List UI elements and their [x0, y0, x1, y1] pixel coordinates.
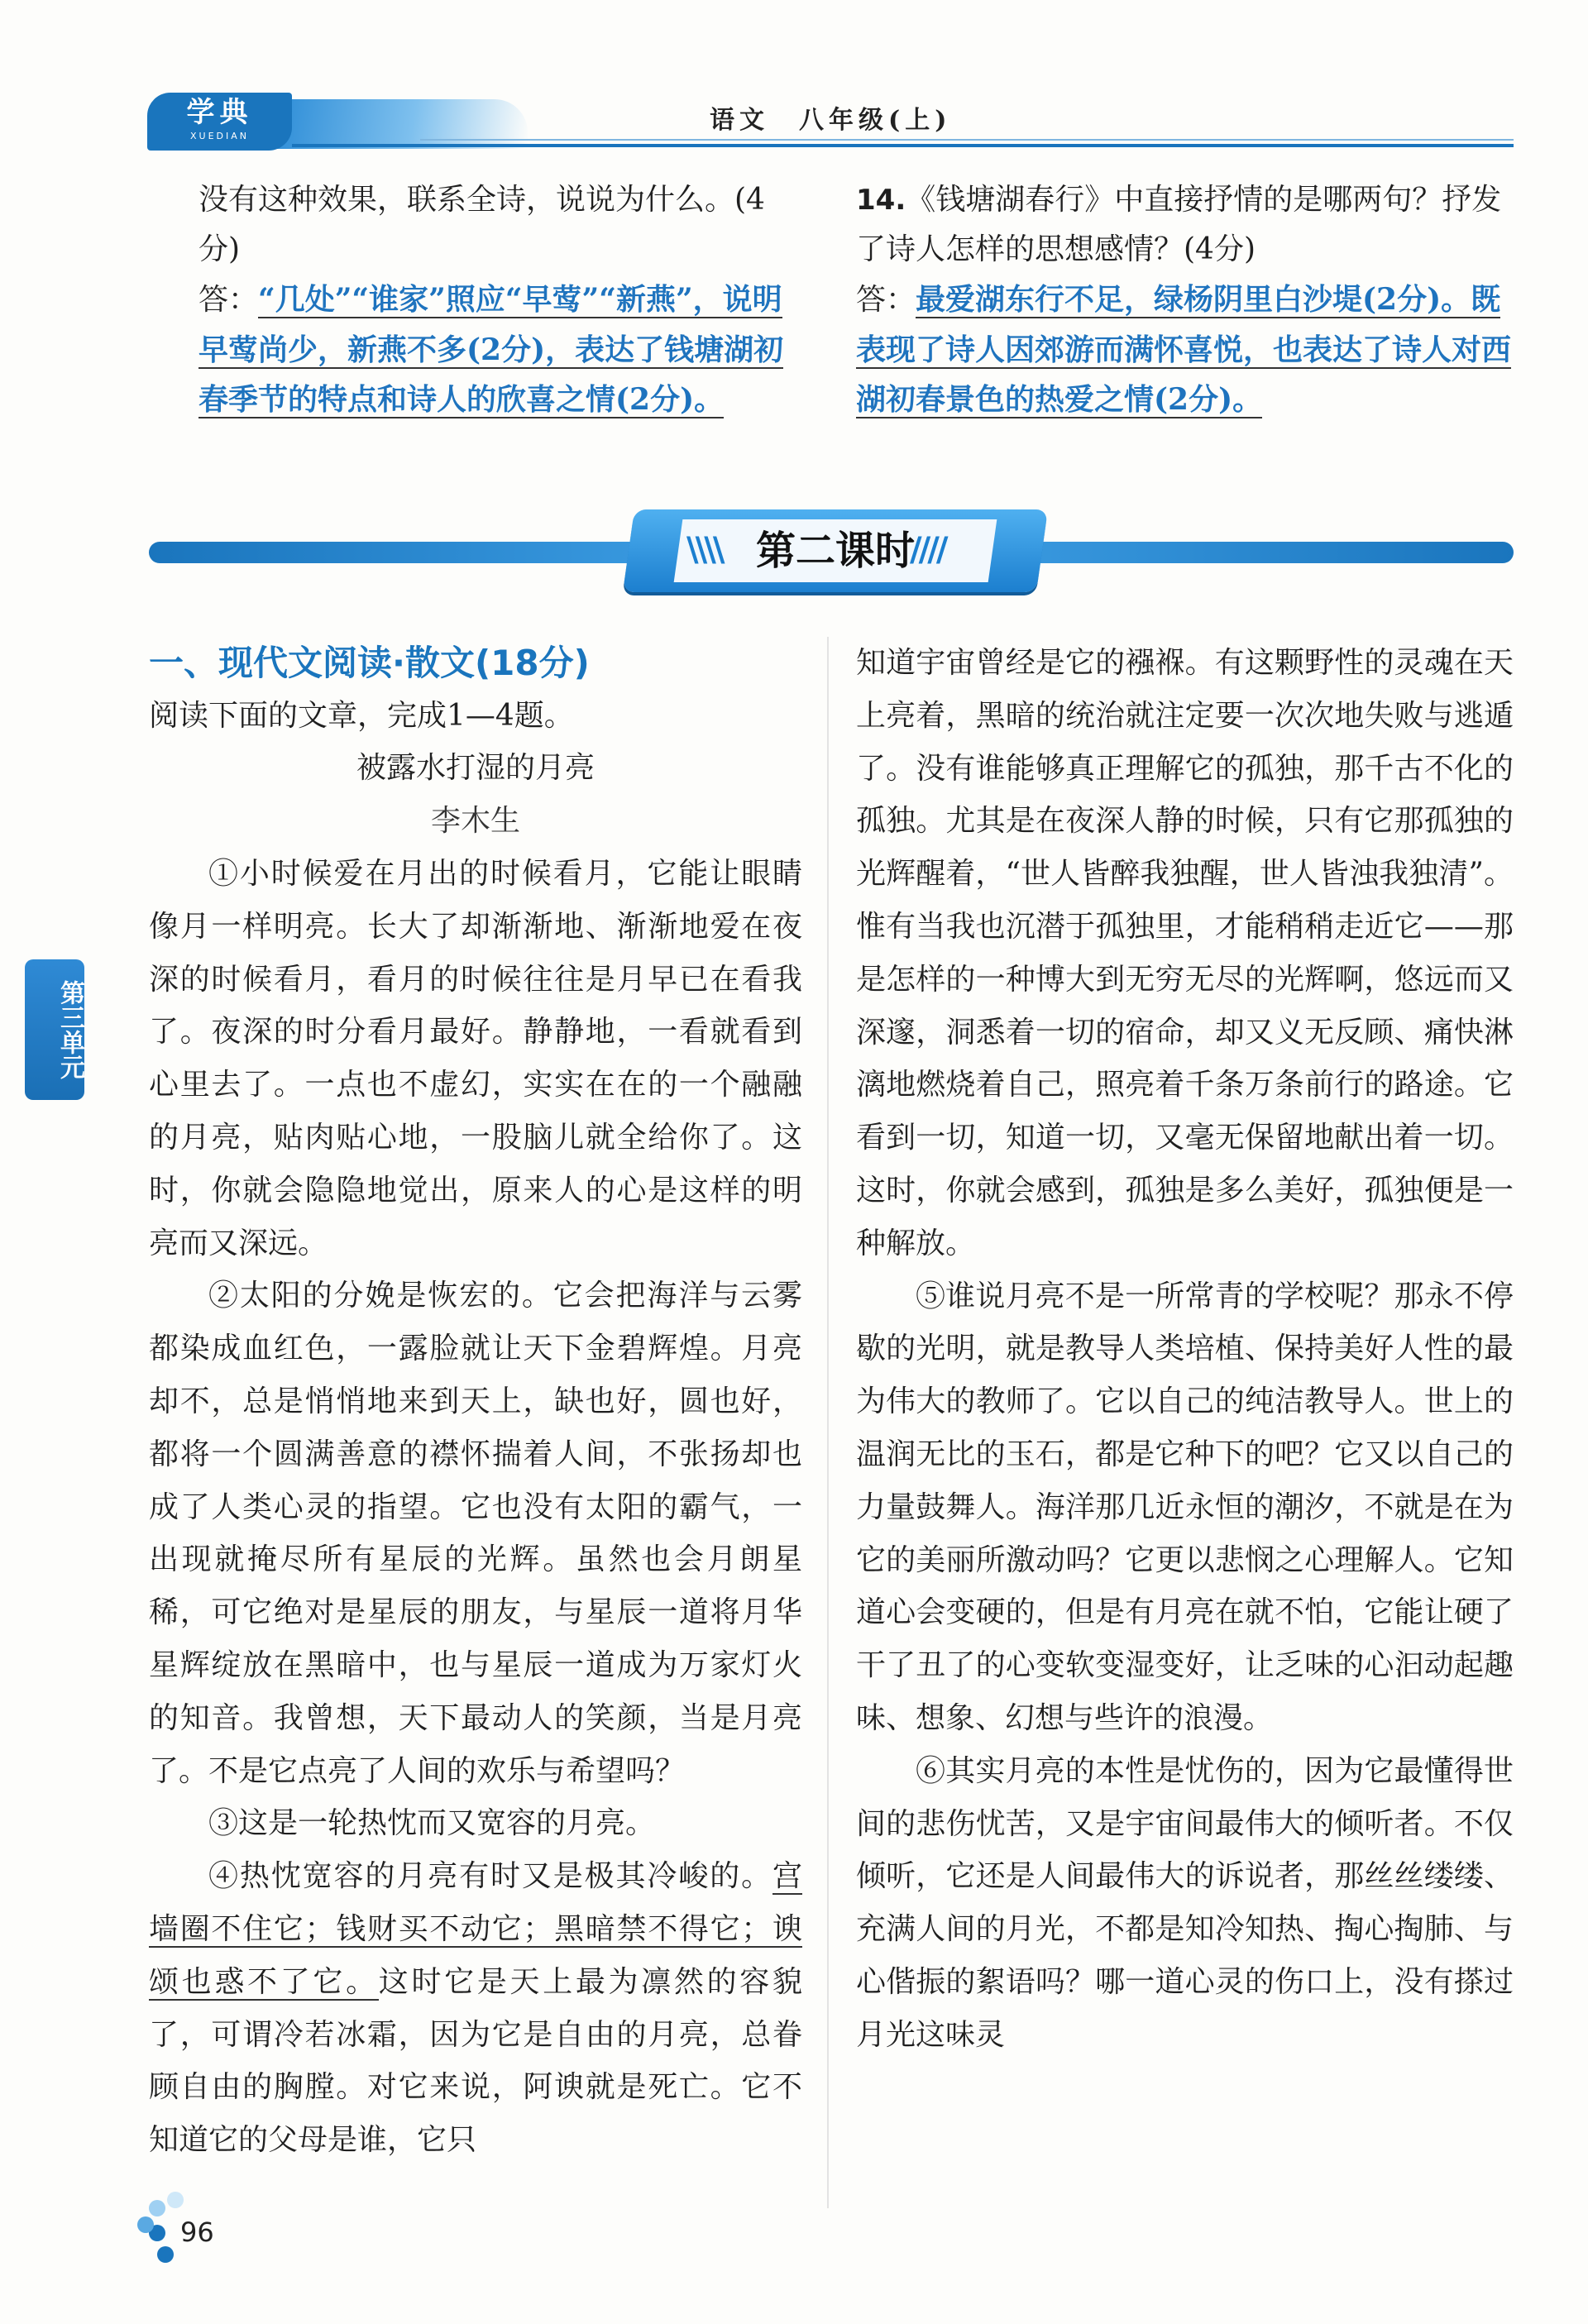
grade-label: 八年级(上): [799, 106, 952, 135]
footer-dot: [167, 2192, 184, 2208]
answer-block: [856, 275, 1514, 424]
header-rule-thin: [420, 139, 1514, 141]
page-header: [147, 93, 1514, 149]
answer-text: 最爱湖东行不足，绿杨阴里白沙堤(2分)。既表现了诗人因郊游而满怀喜悦，也表达了诗人对西湖初春景色的热爱之情(2分)。: [856, 282, 1512, 417]
brand-logo: [147, 93, 292, 151]
header-swoosh: [271, 99, 528, 149]
footer-dot: [157, 2246, 174, 2263]
footer-dot: [149, 2200, 165, 2216]
paragraph-6: ⑥其实月亮的本性是忧伤的，因为它最懂得世间的悲伤忧苦，又是宇宙间最伟大的倾听者。不仅倾听，它还是人间最伟大的诉说者，那丝丝缕缕、充满人间的月光，不都是知冷知热、掏心掏肺、与心偕振的絮语吗？哪一道心灵的伤口上，没有搽过月光这味灵: [856, 1753, 1514, 2052]
paragraph-4-underlined: 宫墙圈不住它；钱财买不动它；黑暗禁不得它；谀颂也惑不了它。: [149, 1859, 802, 1999]
paragraph-4: [149, 1850, 802, 2167]
paragraph-4-continued: 知道宇宙曾经是它的襁褓。有这颗野性的灵魂在天上亮着，黑暗的统治就注定要一次次地失败与逃遁了。没有谁能够真正理解它的孤独，那千古不化的孤独。尤其是在夜深人静的时候，只有它那孤独的光辉醒着，“世人皆醉我独醒，世人皆浊我独清”。惟有当我也沉潜于孤独里，才能稍稍走近它——那是怎样的一种博大到无穷无尽的光辉啊，悠远而又深邃，洞悉着一切的宿命，却又义无反顾、痛快淋漓地燃烧着自己，照亮着千条万条前行的路途。它看到一切，知道一切，又毫无保留地献出着一切。这时，你就会感到，孤独是多么美好，孤独便是一种解放。: [856, 646, 1514, 1260]
subject-label: 语文: [710, 106, 769, 135]
paragraph-1: ①小时候爱在月出的时候看月，它能让眼睛像月一样明亮。长大了却渐渐地、渐渐地爱在夜深的时候看月，看月的时候往往是月早已在看我了。夜深的时分看月最好。静静地，一看就看到心里去了。一点也不虚幻，实实在在的一个融融的月亮，贴肉贴心地，一股脑儿就全给你了。这时，你就会隐隐地觉出，原来人的心是这样的明亮而又深远。: [149, 857, 802, 1260]
question-text: 没有这种效果，联系全诗，说说为什么。(4分): [198, 183, 765, 266]
answer-label: 答：: [198, 283, 259, 317]
question-text: 《钱塘湖春行》中直接抒情的是哪两句？抒发了诗人怎样的思想感情？(4分): [856, 183, 1502, 266]
paragraph-5: ⑤谁说月亮不是一所常青的学校呢？那永不停歇的光明，就是教导人类培植、保持美好人性的最为伟大的教师了。它以自己的纯洁教导人。世上的温润无比的玉石，都是它种下的吧？它又以自己的力量鼓舞人。海洋那几近永恒的潮汐，不就是在为它的美丽所激动吗？它更以悲悯之心理解人。它知道心会变硬的，但是有月亮在就不怕，它能让硬了干了丑了的心变软变湿变好，让乏味的心汩动起趣味、想象、幻想与些许的浪漫。: [856, 1279, 1514, 1735]
footer-dot: [137, 2216, 154, 2233]
paragraph-4-rest: 这时它是天上最为凛然的容貌了，可谓冷若冰霜，因为它是自由的月亮，总眷顾自由的胸膛。对它来说，阿谀就是死亡。它不知道它的父母是谁，它只: [149, 1964, 802, 2158]
header-title: [710, 99, 951, 136]
header-rule: [292, 144, 1514, 147]
answer-block: [198, 275, 802, 424]
left-column: [149, 637, 802, 2167]
right-column: [856, 637, 1514, 2062]
page-number: 96: [180, 2216, 214, 2248]
question-number: 14.: [856, 184, 906, 217]
lesson-banner: [149, 504, 1514, 604]
paragraph-3: ③这是一轮热忱而又宽容的月亮。: [208, 1806, 656, 1841]
article-author: 李木生: [430, 804, 520, 838]
previous-question-left: [198, 175, 802, 424]
answer-text: “几处”“谁家”照应“早莺”“新燕”，说明早莺尚少，新燕不多(2分)，表达了钱塘湖初春季节的特点和诗人的欣喜之情(2分)。: [198, 282, 784, 417]
paragraph-2: ②太阳的分娩是恢宏的。它会把海洋与云雾都染成血红色，一露脸就让天下金碧辉煌。月亮却不，总是悄悄地来到天上，缺也好，圆也好，都将一个圆满善意的襟怀揣着人间，不张扬却也成了人类心灵的指望。它也没有太阳的霸气，一出现就掩尽所有星辰的光辉。虽然也会月朗星稀，可它绝对是星辰的朋友，与星辰一道将月华星辉绽放在黑暗中，也与星辰一道成为万家灯火的知音。我曾想，天下最动人的笑颜，当是月亮了。不是它点亮了人间的欢乐与希望吗？: [149, 1279, 802, 1788]
logo-main-text: 学典: [186, 96, 253, 129]
column-divider: [827, 637, 829, 2208]
banner-title: 第二课时: [755, 528, 915, 574]
unit-side-tab: 第三单元: [25, 959, 84, 1100]
answer-label: 答：: [856, 283, 916, 317]
instruction-text: 阅读下面的文章，完成1—4题。: [149, 699, 574, 733]
banner-stripes-left: \\\\: [686, 531, 722, 569]
question-14: [856, 175, 1514, 424]
logo-sub-text: XUEDIAN: [189, 131, 249, 141]
paragraph-4-start: ④热忱宽容的月亮有时又是极其冷峻的。: [208, 1859, 772, 1894]
section-heading: 一、现代文阅读·散文(18分): [149, 643, 590, 683]
article-title: 被露水打湿的月亮: [356, 751, 595, 785]
banner-stripes-right: ////: [910, 531, 945, 569]
